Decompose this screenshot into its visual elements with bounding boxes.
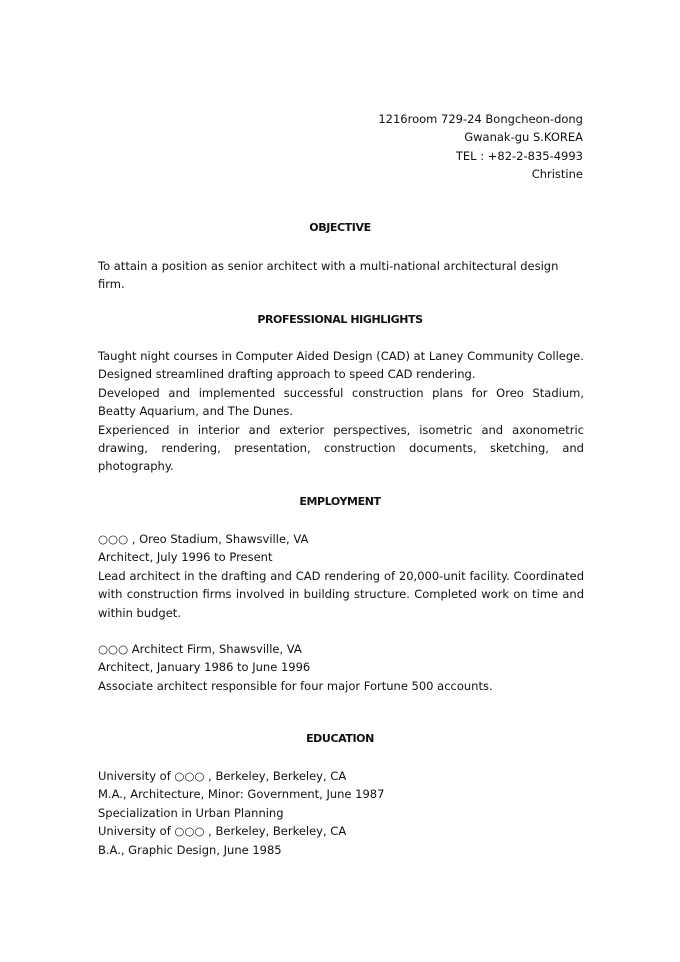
highlight-item: Taught night courses in Computer Aided Design (CAD) at Laney Community College. [98, 349, 584, 363]
job-description: Associate architect responsible for four major Fortune 500 accounts. [98, 678, 493, 693]
highlight-item: Developed and implemented successful construction plans for Oreo Stadium, Beatty Aquarium, and The Dunes. [98, 385, 584, 419]
employment-job-1 [98, 530, 584, 622]
job-title: Architect, July 1996 to Present [98, 550, 273, 565]
objective-heading: OBJECTIVE [309, 221, 371, 234]
education-line: Specialization in Urban Planning [98, 805, 284, 820]
job-description: Lead architect in the drafting and CAD rendering of 20,000-unit facility. Coordinated with construction firms involved in building structure. Completed work on time and within budget. [98, 568, 584, 620]
phone-line: TEL : +82-2-835-4993 [455, 148, 583, 163]
highlight-item: Experienced in interior and exterior perspectives, isometric and axonometric drawing, rendering, presentation, construction documents, sketching, and photography. [98, 422, 584, 474]
objective-section [98, 257, 584, 294]
education-heading: EDUCATION [306, 732, 374, 745]
employment-heading: EMPLOYMENT [299, 495, 381, 508]
highlights-heading: PROFESSIONAL HIGHLIGHTS [257, 313, 423, 326]
objective-text: To attain a position as senior architect with a multi-national architectural design firm. [98, 259, 559, 292]
job-employer: ○○○ Architect Firm, Shawsville, VA [98, 642, 302, 656]
education-line: University of ○○○ , Berkeley, Berkeley, CA [98, 824, 347, 839]
job-employer: ○○○ , Oreo Stadium, Shawsville, VA [98, 532, 309, 546]
employment-job-2 [98, 640, 584, 695]
name-line: Christine [531, 167, 583, 182]
address-block [378, 110, 583, 184]
education-line: M.A., Architecture, Minor: Government, June 1987 [98, 787, 385, 802]
education-line: University of ○○○ , Berkeley, Berkeley, CA [98, 769, 347, 783]
education-section [98, 767, 584, 859]
highlight-item: Designed streamlined drafting approach to speed CAD rendering. [98, 367, 476, 382]
highlights-section [98, 347, 584, 476]
job-title: Architect, January 1986 to June 1996 [98, 660, 311, 675]
address-line-street: 1216room 729-24 Bongcheon-dong [378, 112, 583, 126]
address-line-city: Gwanak-gu S.KOREA [464, 130, 583, 145]
education-line: B.A., Graphic Design, June 1985 [98, 842, 282, 857]
